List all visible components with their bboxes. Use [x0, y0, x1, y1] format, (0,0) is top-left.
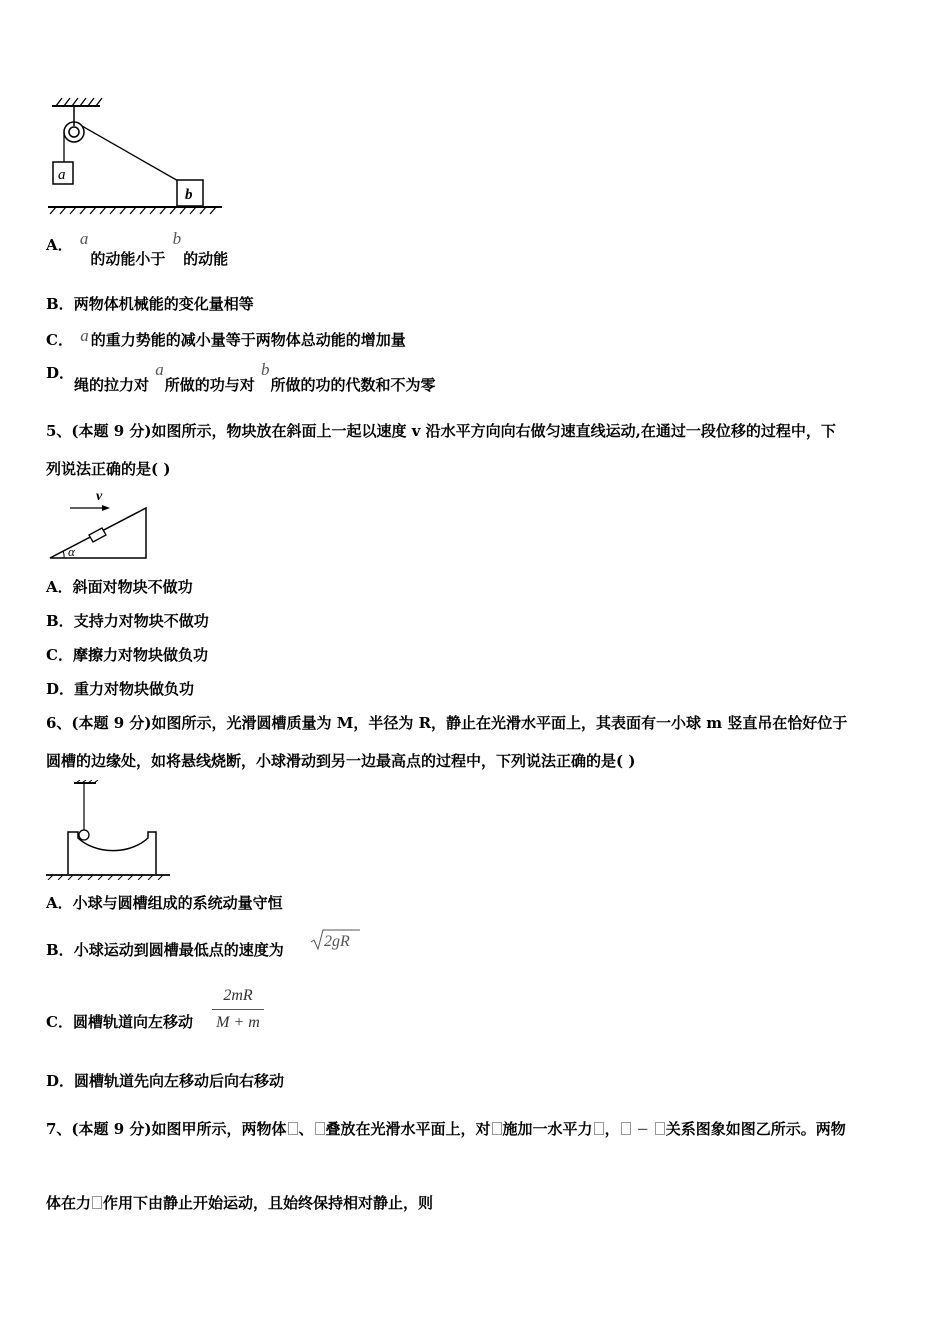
q5-option-c: C．摩擦力对物块做负功	[46, 646, 208, 664]
fraction-bar	[212, 1009, 264, 1010]
missing-glyph-icon	[288, 1122, 298, 1135]
block-b-label: b	[185, 187, 193, 203]
q5-stem-line1: 5、(本题 9 分)如图所示，物块放在斜面上一起以速度 v 沿水平方向向右做匀速直线运动,在通过一段位移的过程中，下	[46, 422, 836, 440]
sqrt-formula	[310, 928, 362, 952]
q6-stem-line2: 圆槽的边缘处，如将悬线烧断，小球滑动到另一边最高点的过程中，下列说法正确的是( )	[46, 752, 636, 770]
incline-figure	[44, 486, 154, 562]
q5-option-d: D．重力对物块做负功	[46, 680, 195, 698]
block-a-label: a	[58, 167, 66, 183]
q6-stem-line1: 6、(本题 9 分)如图所示，光滑圆槽质量为 M，半径为 R，静止在光滑水平面上，其表面有一小球 m 竖直吊在恰好位于	[46, 714, 848, 732]
q6-option-d: D．圆槽轨道先向左移动后向右移动	[46, 1072, 285, 1090]
q5-stem-line2: 列说法正确的是( )	[46, 460, 171, 478]
q4-option-a: A． a的动能小于 b的动能	[46, 229, 229, 268]
q4-option-c: C． a 的重力势能的减小量等于两物体总动能的增加量	[46, 326, 406, 349]
missing-glyph-icon	[315, 1122, 325, 1135]
missing-glyph-icon	[92, 1196, 102, 1209]
q4-option-d: D．绳的拉力对 a所做的功与对 b所做的功的代数和不为零	[46, 360, 436, 394]
svg-text:2gR: 2gR	[324, 933, 350, 950]
q7-stem-line1: 7、(本题 9 分)如图甲所示，两物体 、 叠放在光滑水平面上，对 施加一水平力 ， − 关系图象如图乙所示。两物	[46, 1120, 846, 1138]
q6-option-a: A．小球与圆槽组成的系统动量守恒	[46, 894, 283, 912]
missing-glyph-icon	[655, 1122, 665, 1135]
q4-option-b: B．两物体机械能的变化量相等	[46, 295, 254, 313]
missing-glyph-icon	[621, 1122, 631, 1135]
fraction-numerator: 2mR	[223, 987, 253, 1004]
velocity-label: v	[96, 489, 103, 504]
missing-glyph-icon	[594, 1122, 604, 1135]
q7-stem-line2: 体在力 作用下由静止开始运动，且始终保持相对静止，则	[46, 1194, 434, 1212]
q6-option-b: B．小球运动到圆槽最低点的速度为	[46, 941, 284, 959]
circular-groove-figure	[44, 780, 172, 880]
fraction-denominator: M + m	[216, 1014, 260, 1031]
q5-option-a: A．斜面对物块不做功	[46, 578, 193, 596]
missing-glyph-icon	[492, 1122, 502, 1135]
q5-option-b: B．支持力对物块不做功	[46, 612, 209, 630]
angle-label: α	[68, 544, 75, 559]
q6-option-c: C．圆槽轨道向左移动	[46, 1013, 193, 1031]
pulley-figure	[40, 96, 230, 221]
